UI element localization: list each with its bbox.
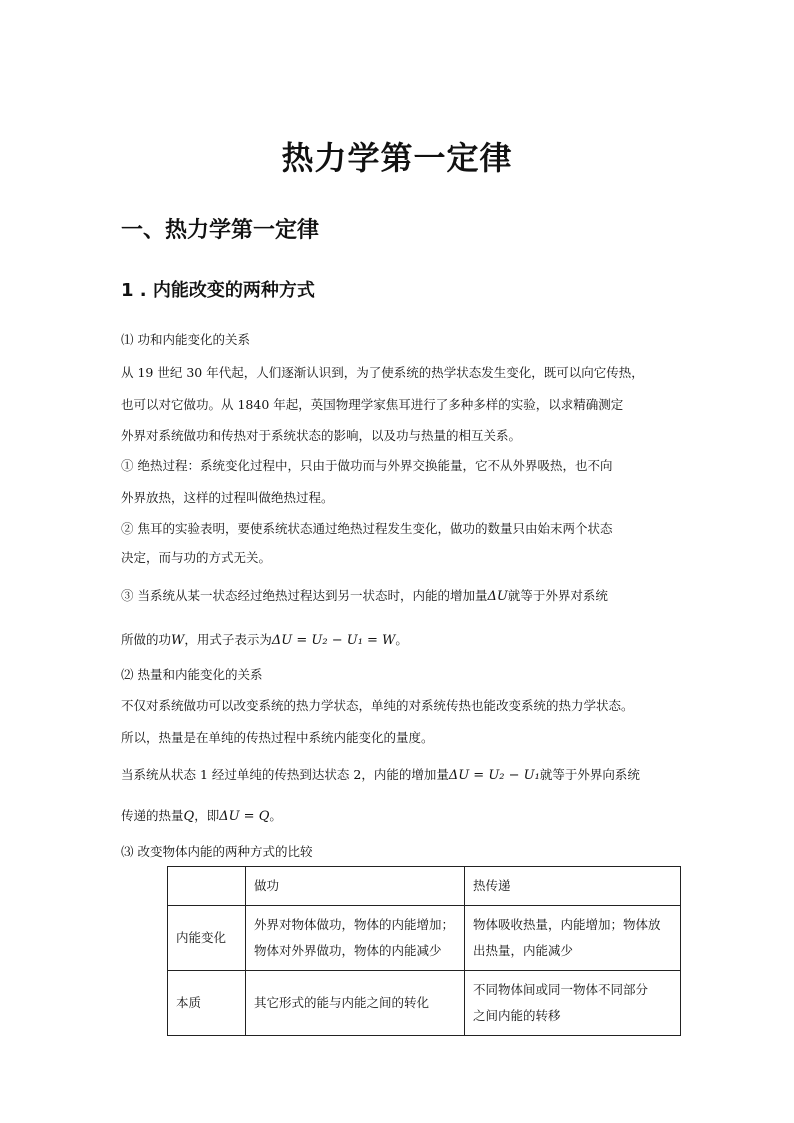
paragraph-2-text-b: 就等于外界向系统	[539, 767, 640, 782]
table-row-label: 内能变化	[168, 906, 246, 971]
item-3-text-a: ③ 当系统从某一状态经过绝热过程达到另一状态时，内能的增加量	[121, 588, 488, 603]
item-3-line-2	[121, 630, 408, 651]
paragraph-2-line-2: 所以，热量是在单纯的传热过程中系统内能变化的量度。	[121, 730, 434, 745]
table-cell-line: 外界对物体做功，物体的内能增加；	[254, 917, 455, 932]
item-3-end: 。	[395, 632, 408, 647]
delta-u-symbol: ΔU	[487, 589, 508, 604]
paragraph-1-line-2: 也可以对它做功。从 1840 年起，英国物理学家焦耳进行了多种多样的实验，以求精确测定	[121, 397, 624, 412]
item-3-text-d: ，用式子表示为	[184, 632, 272, 647]
table-cell-line: 出热量，内能减少	[473, 943, 574, 958]
paragraph-2-line-1: 不仅对系统做功可以改变系统的热力学状态，单纯的对系统传热也能改变系统的热力学状态。	[121, 698, 634, 713]
paragraph-2-end: 。	[269, 808, 282, 823]
item-3-line-1	[121, 586, 608, 607]
paragraph-1-line-3: 外界对系统做功和传热对于系统状态的影响，以及功与热量的相互关系。	[121, 428, 522, 443]
table-cell-line: 之间内能的转移	[473, 1008, 561, 1023]
table-row	[168, 971, 681, 1036]
paragraph-2-heading: ⑵ 热量和内能变化的关系	[121, 667, 263, 682]
comparison-table	[167, 866, 681, 1036]
paragraph-1-heading: ⑴ 功和内能变化的关系	[121, 332, 250, 347]
item-3-text-c: 所做的功	[121, 632, 172, 647]
paragraph-2-text-c: 传递的热量	[121, 808, 184, 823]
paragraph-2-line-3	[121, 765, 640, 786]
table-cell	[465, 971, 681, 1036]
section-heading: 一、热力学第一定律	[121, 217, 320, 243]
table-row-label: 本质	[168, 971, 246, 1036]
work-symbol: W	[171, 633, 185, 648]
paragraph-2-line-4	[121, 806, 282, 827]
paragraph-1-line-1: 从 19 世纪 30 年代起，人们逐渐认识到，为了使系统的热学状态发生变化，既可以向它传热，	[121, 365, 644, 380]
paragraph-3-heading: ⑶ 改变物体内能的两种方式的比较	[121, 844, 313, 859]
table-cell	[246, 971, 465, 1036]
table-row	[168, 906, 681, 971]
table-header-row	[168, 867, 681, 906]
heat-equation-2: ΔU = Q	[219, 809, 270, 824]
page-title: 热力学第一定律	[281, 139, 513, 177]
item-1-line-1: ① 绝热过程：系统变化过程中，只由于做功而与外界交换能量，它不从外界吸热，也不向	[121, 458, 613, 473]
table-cell-line: 不同物体间或同一物体不同部分	[473, 982, 649, 997]
table-header-cell: 做功	[246, 867, 465, 906]
paragraph-2-text-a: 当系统从状态 1 经过单纯的传热到达状态 2，内能的增加量	[121, 767, 449, 782]
item-3-text-b: 就等于外界对系统	[507, 588, 608, 603]
item-1-line-2: 外界放热，这样的过程叫做绝热过程。	[121, 490, 334, 505]
item-2-line-1: ② 焦耳的实验表明，要使系统状态通过绝热过程发生变化，做功的数量只由始末两个状态	[121, 521, 613, 536]
table-cell	[246, 906, 465, 971]
item-2-line-2: 决定，而与功的方式无关。	[121, 550, 272, 565]
table-cell-line: 物体对外界做功，物体的内能减少	[254, 943, 442, 958]
paragraph-2-text-d: ，即	[194, 808, 220, 823]
table-cell	[465, 906, 681, 971]
table-cell-line: 其它形式的能与内能之间的转化	[254, 995, 430, 1010]
heat-equation-1: ΔU = U₂ − U₁	[448, 768, 540, 783]
table-header-cell: 热传递	[465, 867, 681, 906]
subsection-heading: 1 . 内能改变的两种方式	[121, 280, 315, 301]
adiabatic-equation: ΔU = U₂ − U₁ = W	[271, 633, 396, 648]
table-cell-line: 物体吸收热量，内能增加；物体放	[473, 917, 661, 932]
heat-symbol: Q	[183, 809, 195, 824]
table-header-cell	[168, 867, 246, 906]
